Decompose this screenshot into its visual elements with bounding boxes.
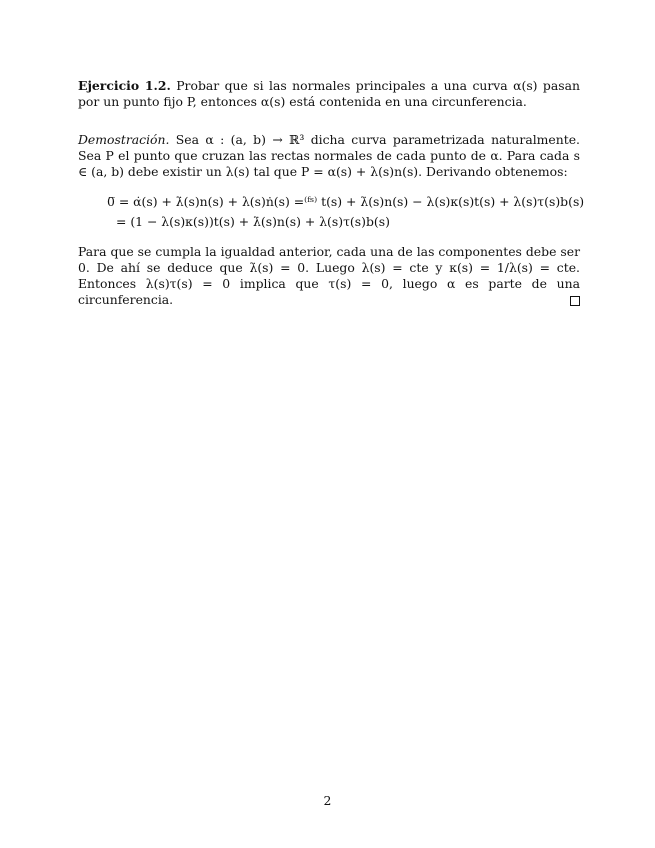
exercise-label: Ejercicio 1.2.	[78, 78, 171, 93]
proof-conclusion	[78, 244, 580, 308]
proof-paragraph	[78, 132, 580, 180]
page-number: 2	[323, 793, 332, 808]
proof-label: Demostración.	[78, 132, 170, 147]
conclusion-text: Para que se cumpla la igualdad anterior, cada una de las componentes debe ser 0. De ahí se deduce que λ̇(s) = 0. Luego λ(s) = cte y κ(s) = 1/λ(s) = cte. Entonces λ(s)τ(s) = 0 implica que τ(s) = 0, luego α es parte de una circunferencia.	[78, 244, 580, 307]
exercise-paragraph	[78, 78, 580, 110]
proof-text: Sea α : (a, b) → ℝ³ dicha curva parametrizada naturalmente. Sea P el punto que cruzan las rectas normales de cada punto de α. Para cada s ∈ (a, b) debe existir un λ(s) tal que P = α(s) + λ(s)n(s). Derivando obtenemos:	[78, 132, 580, 179]
exercise-statement: Probar que si las normales principales a una curva α(s) pasan por un punto fijo P, entonces α(s) está contenida en una circunferencia.	[78, 78, 580, 109]
equation-line-2: = (1 − λ(s)κ(s))t(s) + λ̇(s)n(s) + λ(s)τ(s)b(s)	[116, 214, 390, 229]
qed-square-icon	[570, 296, 580, 306]
equation-line-1: 0̅ = α̇(s) + λ̇(s)n(s) + λ(s)ṅ(s) =⁽ᶠˢ⁾ t(s) + λ̇(s)n(s) − λ(s)κ(s)t(s) + λ(s)τ(s)b(s)	[107, 194, 585, 209]
